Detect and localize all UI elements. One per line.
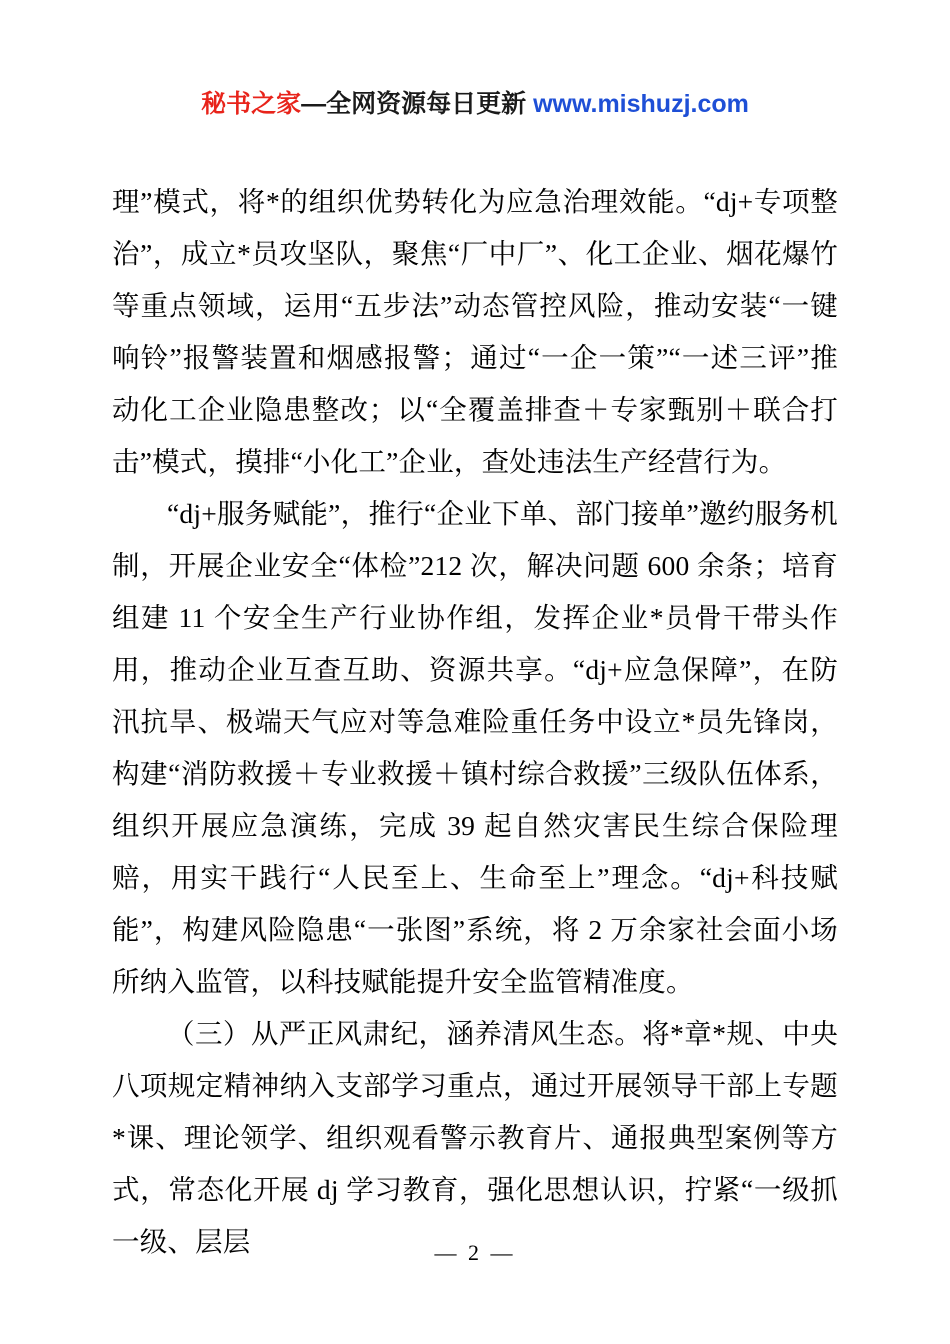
page-header-watermark [0, 84, 950, 120]
site-brand-name: 秘书之家 [201, 90, 302, 118]
site-tagline: —全网资源每日更新 [301, 90, 534, 118]
paragraph-3: （三）从严正风肃纪，涵养清风生态。将*章*规、中央八项规定精神纳入支部学习重点，通过开展领导干部上专题*课、理论领学、组织观看警示教育片、通报典型案例等方式，常态化开展 dj 学习教育，强化思想认识，拧紧“一级抓一级、层层 [112, 1018, 838, 1257]
document-body [112, 176, 838, 1268]
site-url[interactable]: www.mishuzj.com [533, 90, 749, 118]
paragraph-2: “dj+服务赋能”，推行“企业下单、部门接单”邀约服务机制，开展企业安全“体检”212 次，解决问题 600 余条；培育组建 11 个安全生产行业协作组，发挥企业*员骨干带头作用，推动企业互查互助、资源共享。“dj+应急保障”，在防汛抗旱、极端天气应对等急难险重任务中设立*员先锋岗，构建“消防救援＋专业救援＋镇村综合救援”三级队伍体系，组织开展应急演练，完成 39 起自然灾害民生综合保险理赔，用实干践行“人民至上、生命至上”理念。“dj+科技赋能”，构建风险隐患“一张图”系统，将 2 万余家社会面小场所纳入监管，以科技赋能提升安全监管精准度。 [112, 498, 838, 997]
paragraph-1: 理”模式，将*的组织优势转化为应急治理效能。“dj+专项整治”，成立*员攻坚队，聚焦“厂中厂”、化工企业、烟花爆竹等重点领域，运用“五步法”动态管控风险，推动安装“一键响铃”报警装置和烟感报警；通过“一企一策”“一述三评”推动化工企业隐患整改；以“全覆盖排查＋专家甄别＋联合打击”模式，摸排“小化工”企业，查处违法生产经营行为。 [112, 186, 838, 477]
page-number: — 2 — [434, 1240, 516, 1265]
